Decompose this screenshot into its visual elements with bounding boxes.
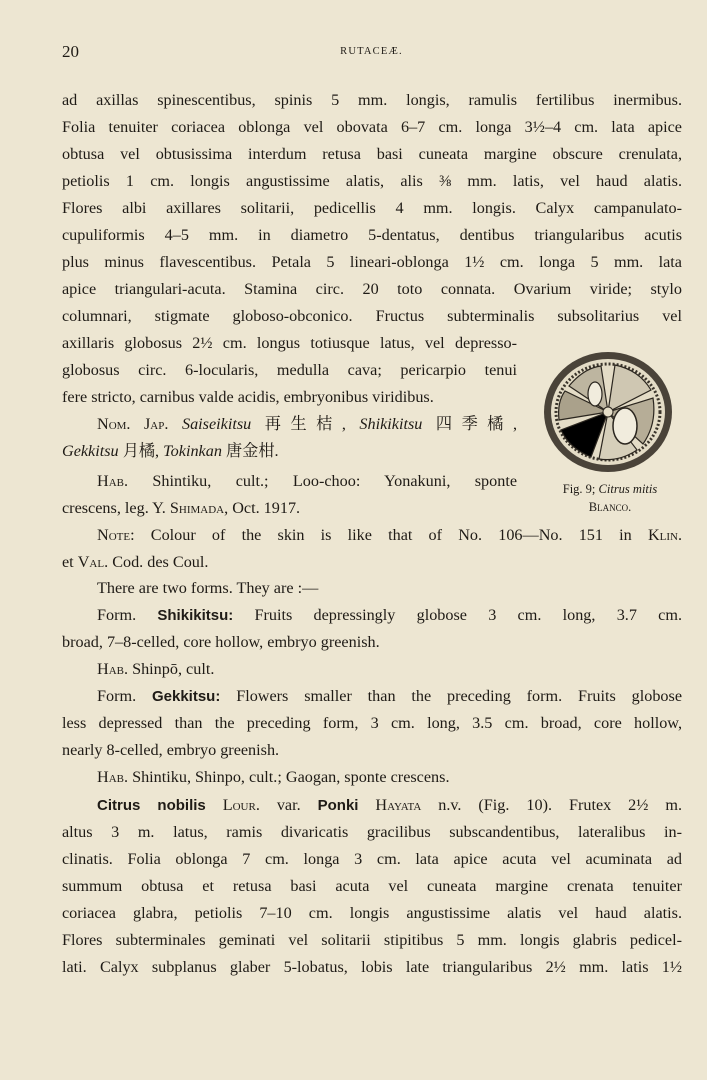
species-heading-line xyxy=(97,795,682,816)
species-text: n.v. (Fig. 10). Frutex 2½ m. xyxy=(438,796,682,814)
text-line: altus 3 m. latus, ramis divaricatis gracilibus subscandentibus, lateralibus in- xyxy=(62,823,682,841)
fig-label: Fig. 9; xyxy=(562,482,596,496)
form-text: Fruits depressingly globose 3 cm. long, 3.7 cm. xyxy=(254,606,682,624)
jap-name: Shikikitsu xyxy=(359,415,423,433)
text-line: summum obtusa et retusa basi acuta vel cuneata margine crenata tenuiter xyxy=(62,877,682,895)
form-prefix: Form. xyxy=(97,606,137,624)
text-line: axillaris globosus 2½ cm. longus totiusque latus, vel depresso- xyxy=(62,334,517,352)
note-line xyxy=(97,525,682,545)
citrus-fruit-section-figure xyxy=(539,346,677,478)
form-gekkitsu-line xyxy=(97,686,682,707)
form-shikikitsu-line xyxy=(97,605,682,626)
habitat-line xyxy=(97,659,682,679)
note-line-2 xyxy=(62,552,682,572)
text-line: coriacea glabra, petiolis 7–10 cm. longis angustissime alatis vel haud alatis. xyxy=(62,904,682,922)
form-text: Flowers smaller than the preceding form. Fruits globose xyxy=(236,687,683,705)
fig-author: Blanco. xyxy=(588,500,632,514)
nom-jap-line-2 xyxy=(62,441,517,461)
hab-label: Hab. xyxy=(97,472,129,490)
species-name: Citrus nobilis xyxy=(97,797,206,814)
jap-name: Gekkitsu xyxy=(62,442,119,460)
page-header xyxy=(62,42,681,62)
note-text: Colour of the skin is like that of No. 106—No. 151 in xyxy=(150,526,632,544)
habitat-line xyxy=(97,767,682,787)
collector-name: Shimada, xyxy=(169,499,229,517)
text-line: ad axillas spinescentibus, spinis 5 mm. longis, ramulis fertilibus inermibus. xyxy=(62,91,682,109)
habitat-text: Shinpō, cult. xyxy=(132,660,215,678)
nom-label: Nom. Jap. xyxy=(97,415,169,433)
jap-name: Saiseikitsu xyxy=(181,415,252,433)
page-number: 20 xyxy=(62,42,79,61)
text-line: lati. Calyx subplanus glaber 5-lobatus, lobis late triangularibus 2½ mm. latis 1½ xyxy=(62,958,682,976)
text-line: plus minus flavescentibus. Petala 5 lineari-oblonga 1½ cm. longa 5 mm. lata xyxy=(62,253,682,271)
form-gekkitsu-line-3: nearly 8-celled, embryo greenish. xyxy=(62,741,280,759)
text-line: obtusa vel obtusissima interdum retusa basi cuneata margine obscure crenulata, xyxy=(62,145,682,163)
text-line: Folia tenuiter coriacea oblonga vel obovata 6–7 cm. longa 3½–4 cm. lata apice xyxy=(62,118,682,136)
habitat-text: Shintiku, cult.; Loo-choo: Yonakuni, sponte xyxy=(152,472,517,490)
kanji-name: 再生桔, xyxy=(264,415,346,433)
text-line: apice triangulari-acuta. Stamina circ. 20 toto connata. Ovarium viride; stylo xyxy=(62,280,682,298)
text-line: petiolis 1 cm. longis angustissime alatis, alis ⅜ mm. latis, vel haud alatis. xyxy=(62,172,682,190)
variety-author: Hayata xyxy=(375,796,422,814)
habitat-date: Oct. 1917. xyxy=(232,499,301,517)
note-ref: Val. xyxy=(77,553,109,571)
habitat-line xyxy=(97,471,517,491)
form-gekkitsu-line-2: less depressed than the preceding form, 3 cm. long, 3.5 cm. broad, core hollow, xyxy=(62,714,682,732)
note-text: Cod. des Coul. xyxy=(112,553,209,571)
habitat-line-2 xyxy=(62,498,517,518)
running-title: RUTACEÆ. xyxy=(340,46,403,57)
form-shikikitsu-line-2: broad, 7–8-celled, core hollow, embryo greenish. xyxy=(62,633,380,651)
var-label: var. xyxy=(276,796,301,814)
note-ref: Klin. xyxy=(647,526,683,544)
text-line: cupuliformis 4–5 mm. in diametro 5-dentatus, dentibus triangularibus acutis xyxy=(62,226,682,244)
habitat-text: Shintiku, Shinpo, cult.; Gaogan, sponte crescens. xyxy=(132,768,450,786)
text-line: fere stricto, carnibus valde acidis, embryonibus viridibus. xyxy=(62,388,434,406)
form-name: Shikikitsu: xyxy=(157,607,234,624)
fig-species: Citrus mitis xyxy=(598,482,658,496)
form-prefix: Form. xyxy=(97,687,137,705)
kanji-name: 月橘, xyxy=(122,442,160,460)
variety-name: Ponki xyxy=(317,797,359,814)
text-line: clinatis. Folia oblonga 7 cm. longa 3 cm. lata apice acuta vel acuminata ad xyxy=(62,850,682,868)
jap-name: Tokinkan xyxy=(163,442,222,460)
note-label: Note: xyxy=(97,526,135,544)
habitat-text: crescens, leg. Y. xyxy=(62,499,166,517)
text-line: globosus circ. 6-locularis, medulla cava; pericarpio tenui xyxy=(62,361,517,379)
form-name: Gekkitsu: xyxy=(151,688,221,705)
hab-label: Hab. xyxy=(97,768,129,786)
text-line: Flores albi axillares solitarii, pedicellis 4 mm. longis. Calyx campanulato- xyxy=(62,199,682,217)
figure-caption xyxy=(535,480,685,516)
hab-label: Hab. xyxy=(97,660,129,678)
forms-intro: There are two forms. They are :— xyxy=(97,579,319,597)
nom-jap-line xyxy=(97,414,517,434)
note-text: et xyxy=(62,553,74,571)
text-line: columnari, stigmate globoso-obconico. Fructus subterminalis subsolitarius vel xyxy=(62,307,682,325)
text-line: Flores subterminales geminati vel solitarii stipitibus 5 mm. longis glabris pedicel- xyxy=(62,931,682,949)
kanji-name: 四季橘, xyxy=(435,415,518,433)
kanji-name: 唐金柑. xyxy=(225,442,279,460)
species-author: Lour. xyxy=(222,796,260,814)
